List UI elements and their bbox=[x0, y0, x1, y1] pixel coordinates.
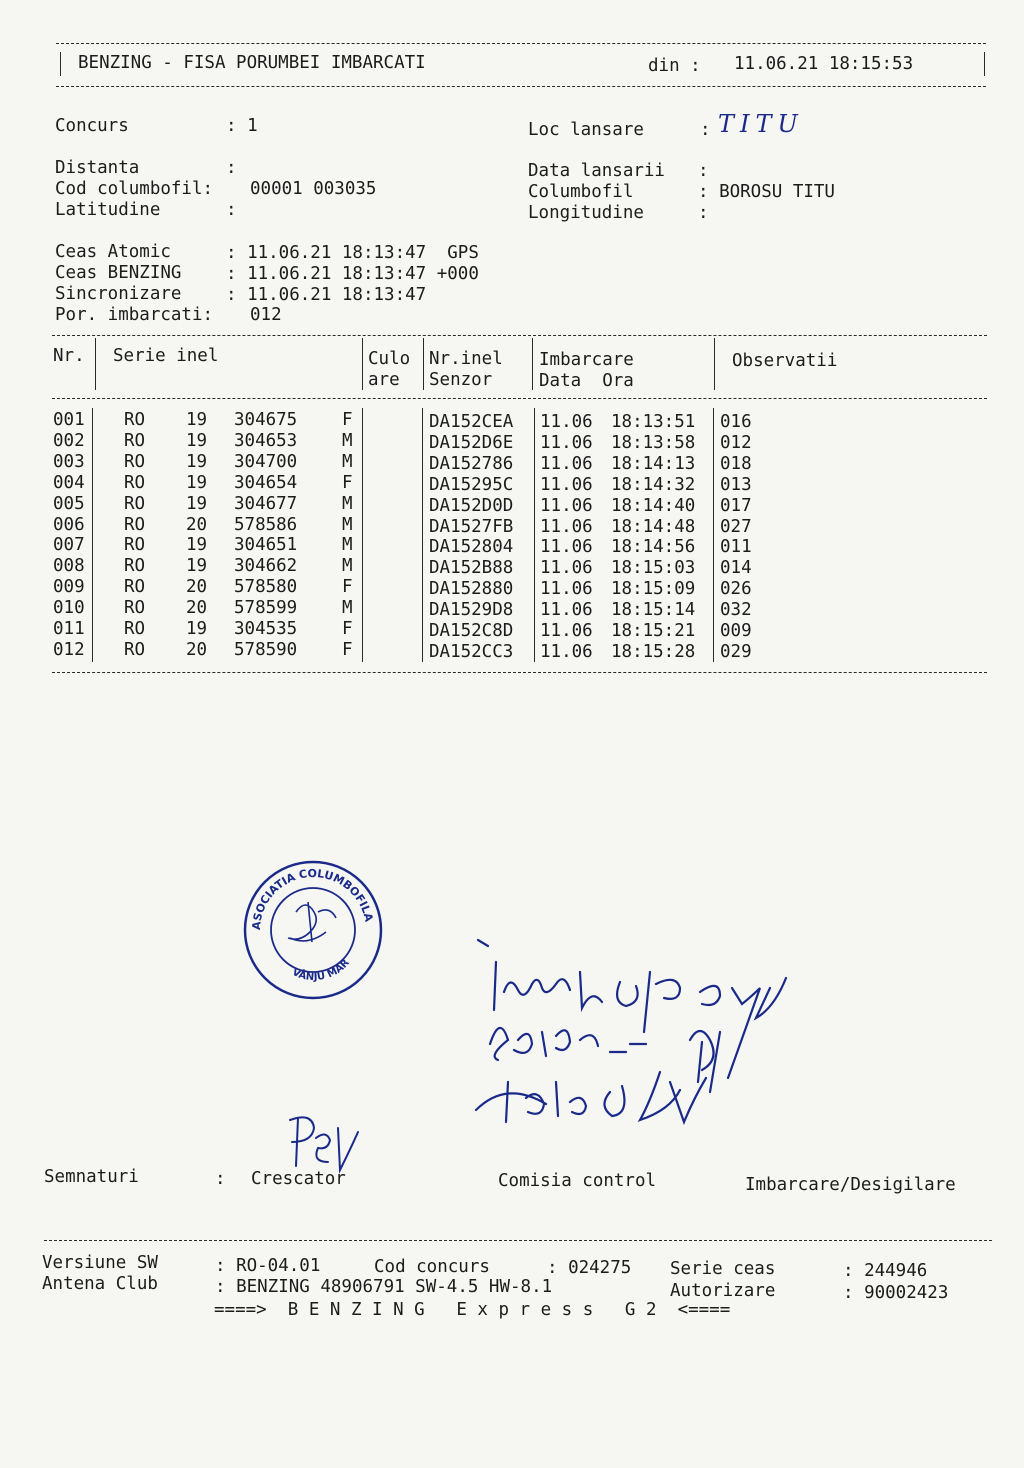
cell-serie: 304651 bbox=[234, 535, 298, 556]
cell-ora: 18:15:03 bbox=[611, 558, 696, 579]
cell-sex: M bbox=[342, 430, 353, 451]
header-serie-inel: Serie inel bbox=[113, 346, 219, 366]
cell-tara: RO bbox=[124, 451, 146, 472]
cell-an: 19 bbox=[186, 451, 208, 472]
body-divider-nr bbox=[92, 408, 93, 662]
cell-senzor: DA152804 bbox=[429, 537, 514, 558]
semnaturi-label: Semnaturi bbox=[44, 1167, 139, 1187]
cell-tara: RO bbox=[124, 639, 146, 660]
cell-an: 20 bbox=[186, 577, 208, 598]
stamp-bottom-text: VÂNJU MAR bbox=[290, 957, 352, 984]
latitudine-label: Latitudine bbox=[55, 200, 161, 220]
serie-ceas-value: : 244946 bbox=[843, 1261, 928, 1281]
footer-top-rule bbox=[44, 1240, 992, 1241]
cell-an: 20 bbox=[186, 514, 208, 535]
cell-serie: 304675 bbox=[234, 410, 298, 430]
cell-tara: RO bbox=[124, 493, 146, 514]
cell-ora: 18:15:21 bbox=[611, 621, 696, 641]
cell-tara: RO bbox=[124, 514, 146, 535]
antena-club-value: : BENZING 48906791 SW-4.5 HW-8.1 bbox=[215, 1277, 553, 1297]
cell-senzor: DA152786 bbox=[429, 453, 514, 474]
table-top-rule bbox=[52, 335, 987, 336]
cell-serie: 304677 bbox=[234, 493, 298, 514]
cell-nr: 005 bbox=[53, 493, 85, 514]
cell-sex: F bbox=[342, 472, 353, 493]
document-title: BENZING - FISA PORUMBEI IMBARCATI bbox=[78, 53, 426, 73]
crescator-label: Crescator bbox=[251, 1169, 346, 1189]
cell-obs: 029 bbox=[720, 641, 752, 662]
cell-obs: 027 bbox=[720, 516, 752, 537]
cell-nr: 004 bbox=[53, 472, 85, 493]
cell-serie: 304535 bbox=[234, 619, 298, 639]
comisia-signatures bbox=[470, 932, 830, 1142]
cell-obs: 017 bbox=[720, 495, 752, 516]
cell-data: 11.06 bbox=[540, 453, 593, 474]
longitudine-value: : bbox=[698, 203, 709, 223]
cell-obs: 018 bbox=[720, 453, 752, 474]
col-divider-serie bbox=[362, 338, 363, 390]
cell-sex: M bbox=[342, 451, 353, 472]
columbofil-label: Columbofil bbox=[528, 182, 634, 202]
benzing-express-banner: ====> B E N Z I N G E x p r e s s G 2 <==== bbox=[214, 1300, 731, 1320]
cell-data: 11.06 bbox=[540, 412, 593, 432]
cell-ora: 18:15:28 bbox=[611, 641, 696, 662]
cell-serie: 578586 bbox=[234, 514, 298, 535]
header-imbarcare-2: Data Ora bbox=[539, 371, 634, 391]
sincronizare-label: Sincronizare bbox=[55, 284, 182, 304]
cell-tara: RO bbox=[124, 577, 146, 598]
cell-data: 11.06 bbox=[540, 600, 593, 621]
cell-nr: 008 bbox=[53, 556, 85, 577]
cell-senzor: DA152CEA bbox=[429, 412, 514, 432]
cod-columbofil-label: Cod columbofil: bbox=[55, 179, 214, 199]
cell-data: 11.06 bbox=[540, 579, 593, 600]
header-culoare-1: Culo bbox=[368, 349, 411, 369]
body-divider-culoare bbox=[422, 408, 423, 662]
cell-senzor: DA152C8D bbox=[429, 621, 514, 641]
versiune-sw-label: Versiune SW bbox=[42, 1253, 158, 1273]
cell-data: 11.06 bbox=[540, 516, 593, 537]
autorizare-value: : 90002423 bbox=[843, 1283, 949, 1303]
stamp-top-text: ASOCIATIA COLUMBOFILA bbox=[249, 866, 376, 931]
cell-serie: 578580 bbox=[234, 577, 298, 598]
cell-tara: RO bbox=[124, 619, 146, 639]
cod-concurs-label: Cod concurs bbox=[374, 1257, 490, 1277]
imbarcare-desigilare-label: Imbarcare/Desigilare bbox=[745, 1175, 956, 1195]
ceas-atomic-label: Ceas Atomic bbox=[55, 242, 171, 262]
header-imbarcare-1: Imbarcare bbox=[539, 350, 634, 370]
cell-nr: 002 bbox=[53, 430, 85, 451]
cell-nr: 006 bbox=[53, 514, 85, 535]
cell-obs: 011 bbox=[720, 537, 752, 558]
cell-data: 11.06 bbox=[540, 495, 593, 516]
serie-ceas-label: Serie ceas bbox=[670, 1259, 776, 1279]
cell-senzor: DA1527FB bbox=[429, 516, 514, 537]
cell-obs: 026 bbox=[720, 579, 752, 600]
header-nr-inel-2: Senzor bbox=[429, 370, 493, 390]
cell-senzor: DA152D6E bbox=[429, 432, 514, 453]
concurs-label: Concurs bbox=[55, 116, 129, 136]
col-divider-nr bbox=[95, 338, 96, 390]
longitudine-label: Longitudine bbox=[528, 203, 644, 223]
cell-tara: RO bbox=[124, 472, 146, 493]
cell-tara: RO bbox=[124, 598, 146, 619]
cell-ora: 18:13:51 bbox=[611, 412, 696, 432]
cell-nr: 001 bbox=[53, 410, 85, 430]
cell-ora: 18:14:56 bbox=[611, 537, 696, 558]
header-top-rule bbox=[56, 43, 986, 44]
din-value: 11.06.21 18:15:53 bbox=[734, 54, 914, 74]
cell-data: 11.06 bbox=[540, 474, 593, 495]
cell-an: 19 bbox=[186, 472, 208, 493]
association-stamp bbox=[238, 852, 388, 1006]
cell-ora: 18:15:09 bbox=[611, 579, 696, 600]
distanta-label: Distanta bbox=[55, 158, 140, 178]
cod-concurs-value: : 024275 bbox=[547, 1258, 632, 1278]
cell-sex: M bbox=[342, 493, 353, 514]
body-divider-imbarcare bbox=[713, 408, 714, 662]
cell-obs: 016 bbox=[720, 412, 752, 432]
cell-serie: 578590 bbox=[234, 639, 298, 660]
cell-tara: RO bbox=[124, 556, 146, 577]
cell-obs: 009 bbox=[720, 621, 752, 641]
por-imbarcati-label: Por. imbarcati: bbox=[55, 305, 214, 325]
cell-sex: F bbox=[342, 619, 353, 639]
loc-lansare-handwritten: TITU bbox=[718, 110, 804, 138]
cell-ora: 18:14:13 bbox=[611, 453, 696, 474]
cell-tara: RO bbox=[124, 535, 146, 556]
ceas-benzing-label: Ceas BENZING bbox=[55, 263, 182, 283]
data-lansarii-label: Data lansarii bbox=[528, 161, 665, 181]
cell-ora: 18:14:48 bbox=[611, 516, 696, 537]
header-culoare-2: are bbox=[368, 370, 400, 390]
cell-serie: 304653 bbox=[234, 430, 298, 451]
body-divider-senzor bbox=[534, 408, 535, 662]
cell-senzor: DA1529D8 bbox=[429, 600, 514, 621]
cell-nr: 010 bbox=[53, 598, 85, 619]
cell-an: 19 bbox=[186, 410, 208, 430]
ceas-atomic-value: : 11.06.21 18:13:47 GPS bbox=[226, 243, 479, 263]
cell-ora: 18:14:32 bbox=[611, 474, 696, 495]
cell-data: 11.06 bbox=[540, 432, 593, 453]
cell-nr: 009 bbox=[53, 577, 85, 598]
por-imbarcati-value: 012 bbox=[250, 305, 282, 325]
cell-obs: 014 bbox=[720, 558, 752, 579]
cell-ora: 18:13:58 bbox=[611, 432, 696, 453]
cell-sex: M bbox=[342, 514, 353, 535]
cell-senzor: DA152D0D bbox=[429, 495, 514, 516]
concurs-value: : 1 bbox=[226, 116, 258, 136]
cell-data: 11.06 bbox=[540, 537, 593, 558]
cell-nr: 007 bbox=[53, 535, 85, 556]
table-bottom-rule bbox=[52, 672, 987, 673]
cell-tara: RO bbox=[124, 410, 146, 430]
loc-lansare-label: Loc lansare bbox=[528, 120, 644, 140]
data-lansarii-value: : bbox=[698, 161, 709, 181]
din-label: din : bbox=[648, 56, 701, 76]
cell-data: 11.06 bbox=[540, 558, 593, 579]
cell-obs: 032 bbox=[720, 600, 752, 621]
versiune-sw-value: : RO-04.01 bbox=[215, 1256, 321, 1276]
cell-an: 20 bbox=[186, 598, 208, 619]
header-right-border bbox=[984, 52, 985, 76]
header-left-border bbox=[60, 52, 61, 76]
cell-an: 19 bbox=[186, 493, 208, 514]
cell-senzor: DA152B88 bbox=[429, 558, 514, 579]
columbofil-value: : BOROSU TITU bbox=[698, 182, 835, 202]
table-header-rule bbox=[52, 398, 987, 399]
header-bottom-rule bbox=[56, 86, 986, 87]
cell-tara: RO bbox=[124, 430, 146, 451]
cell-sex: M bbox=[342, 556, 353, 577]
cell-data: 11.06 bbox=[540, 641, 593, 662]
cell-an: 19 bbox=[186, 535, 208, 556]
antena-club-label: Antena Club bbox=[42, 1274, 158, 1294]
col-divider-senzor bbox=[532, 338, 533, 390]
stamp-seal-icon bbox=[238, 852, 388, 1002]
loc-lansare-sep: : bbox=[700, 120, 711, 140]
header-nr: Nr. bbox=[53, 346, 85, 366]
cell-serie: 304654 bbox=[234, 472, 298, 493]
header-observatii: Observatii bbox=[732, 351, 838, 371]
cell-serie: 578599 bbox=[234, 598, 298, 619]
cell-senzor: DA15295C bbox=[429, 474, 514, 495]
body-divider-serie bbox=[362, 408, 363, 662]
semnaturi-sep: : bbox=[215, 1169, 226, 1189]
sincronizare-value: : 11.06.21 18:13:47 bbox=[226, 285, 427, 305]
col-divider-culoare bbox=[423, 338, 424, 390]
comisia-control-label: Comisia control bbox=[498, 1171, 657, 1191]
cell-serie: 304700 bbox=[234, 451, 298, 472]
cell-nr: 003 bbox=[53, 451, 85, 472]
latitudine-value: : bbox=[226, 200, 237, 220]
cell-obs: 013 bbox=[720, 474, 752, 495]
cell-nr: 012 bbox=[53, 639, 85, 660]
cell-sex: F bbox=[342, 577, 353, 598]
autorizare-label: Autorizare bbox=[670, 1281, 776, 1301]
cell-senzor: DA152880 bbox=[429, 579, 514, 600]
cell-sex: F bbox=[342, 410, 353, 430]
header-nr-inel-1: Nr.inel bbox=[429, 349, 503, 369]
cell-an: 19 bbox=[186, 430, 208, 451]
cell-serie: 304662 bbox=[234, 556, 298, 577]
ceas-benzing-value: : 11.06.21 18:13:47 +000 bbox=[226, 264, 479, 284]
cell-data: 11.06 bbox=[540, 621, 593, 641]
col-divider-imbarcare bbox=[714, 338, 715, 390]
cell-senzor: DA152CC3 bbox=[429, 641, 514, 662]
cell-ora: 18:14:40 bbox=[611, 495, 696, 516]
cell-sex: M bbox=[342, 598, 353, 619]
cell-nr: 011 bbox=[53, 619, 85, 639]
cell-sex: F bbox=[342, 639, 353, 660]
cell-obs: 012 bbox=[720, 432, 752, 453]
cell-ora: 18:15:14 bbox=[611, 600, 696, 621]
cell-an: 19 bbox=[186, 619, 208, 639]
distanta-value: : bbox=[226, 158, 237, 178]
cell-an: 19 bbox=[186, 556, 208, 577]
cod-columbofil-value: 00001 003035 bbox=[250, 179, 377, 199]
cell-an: 20 bbox=[186, 639, 208, 660]
cell-sex: M bbox=[342, 535, 353, 556]
